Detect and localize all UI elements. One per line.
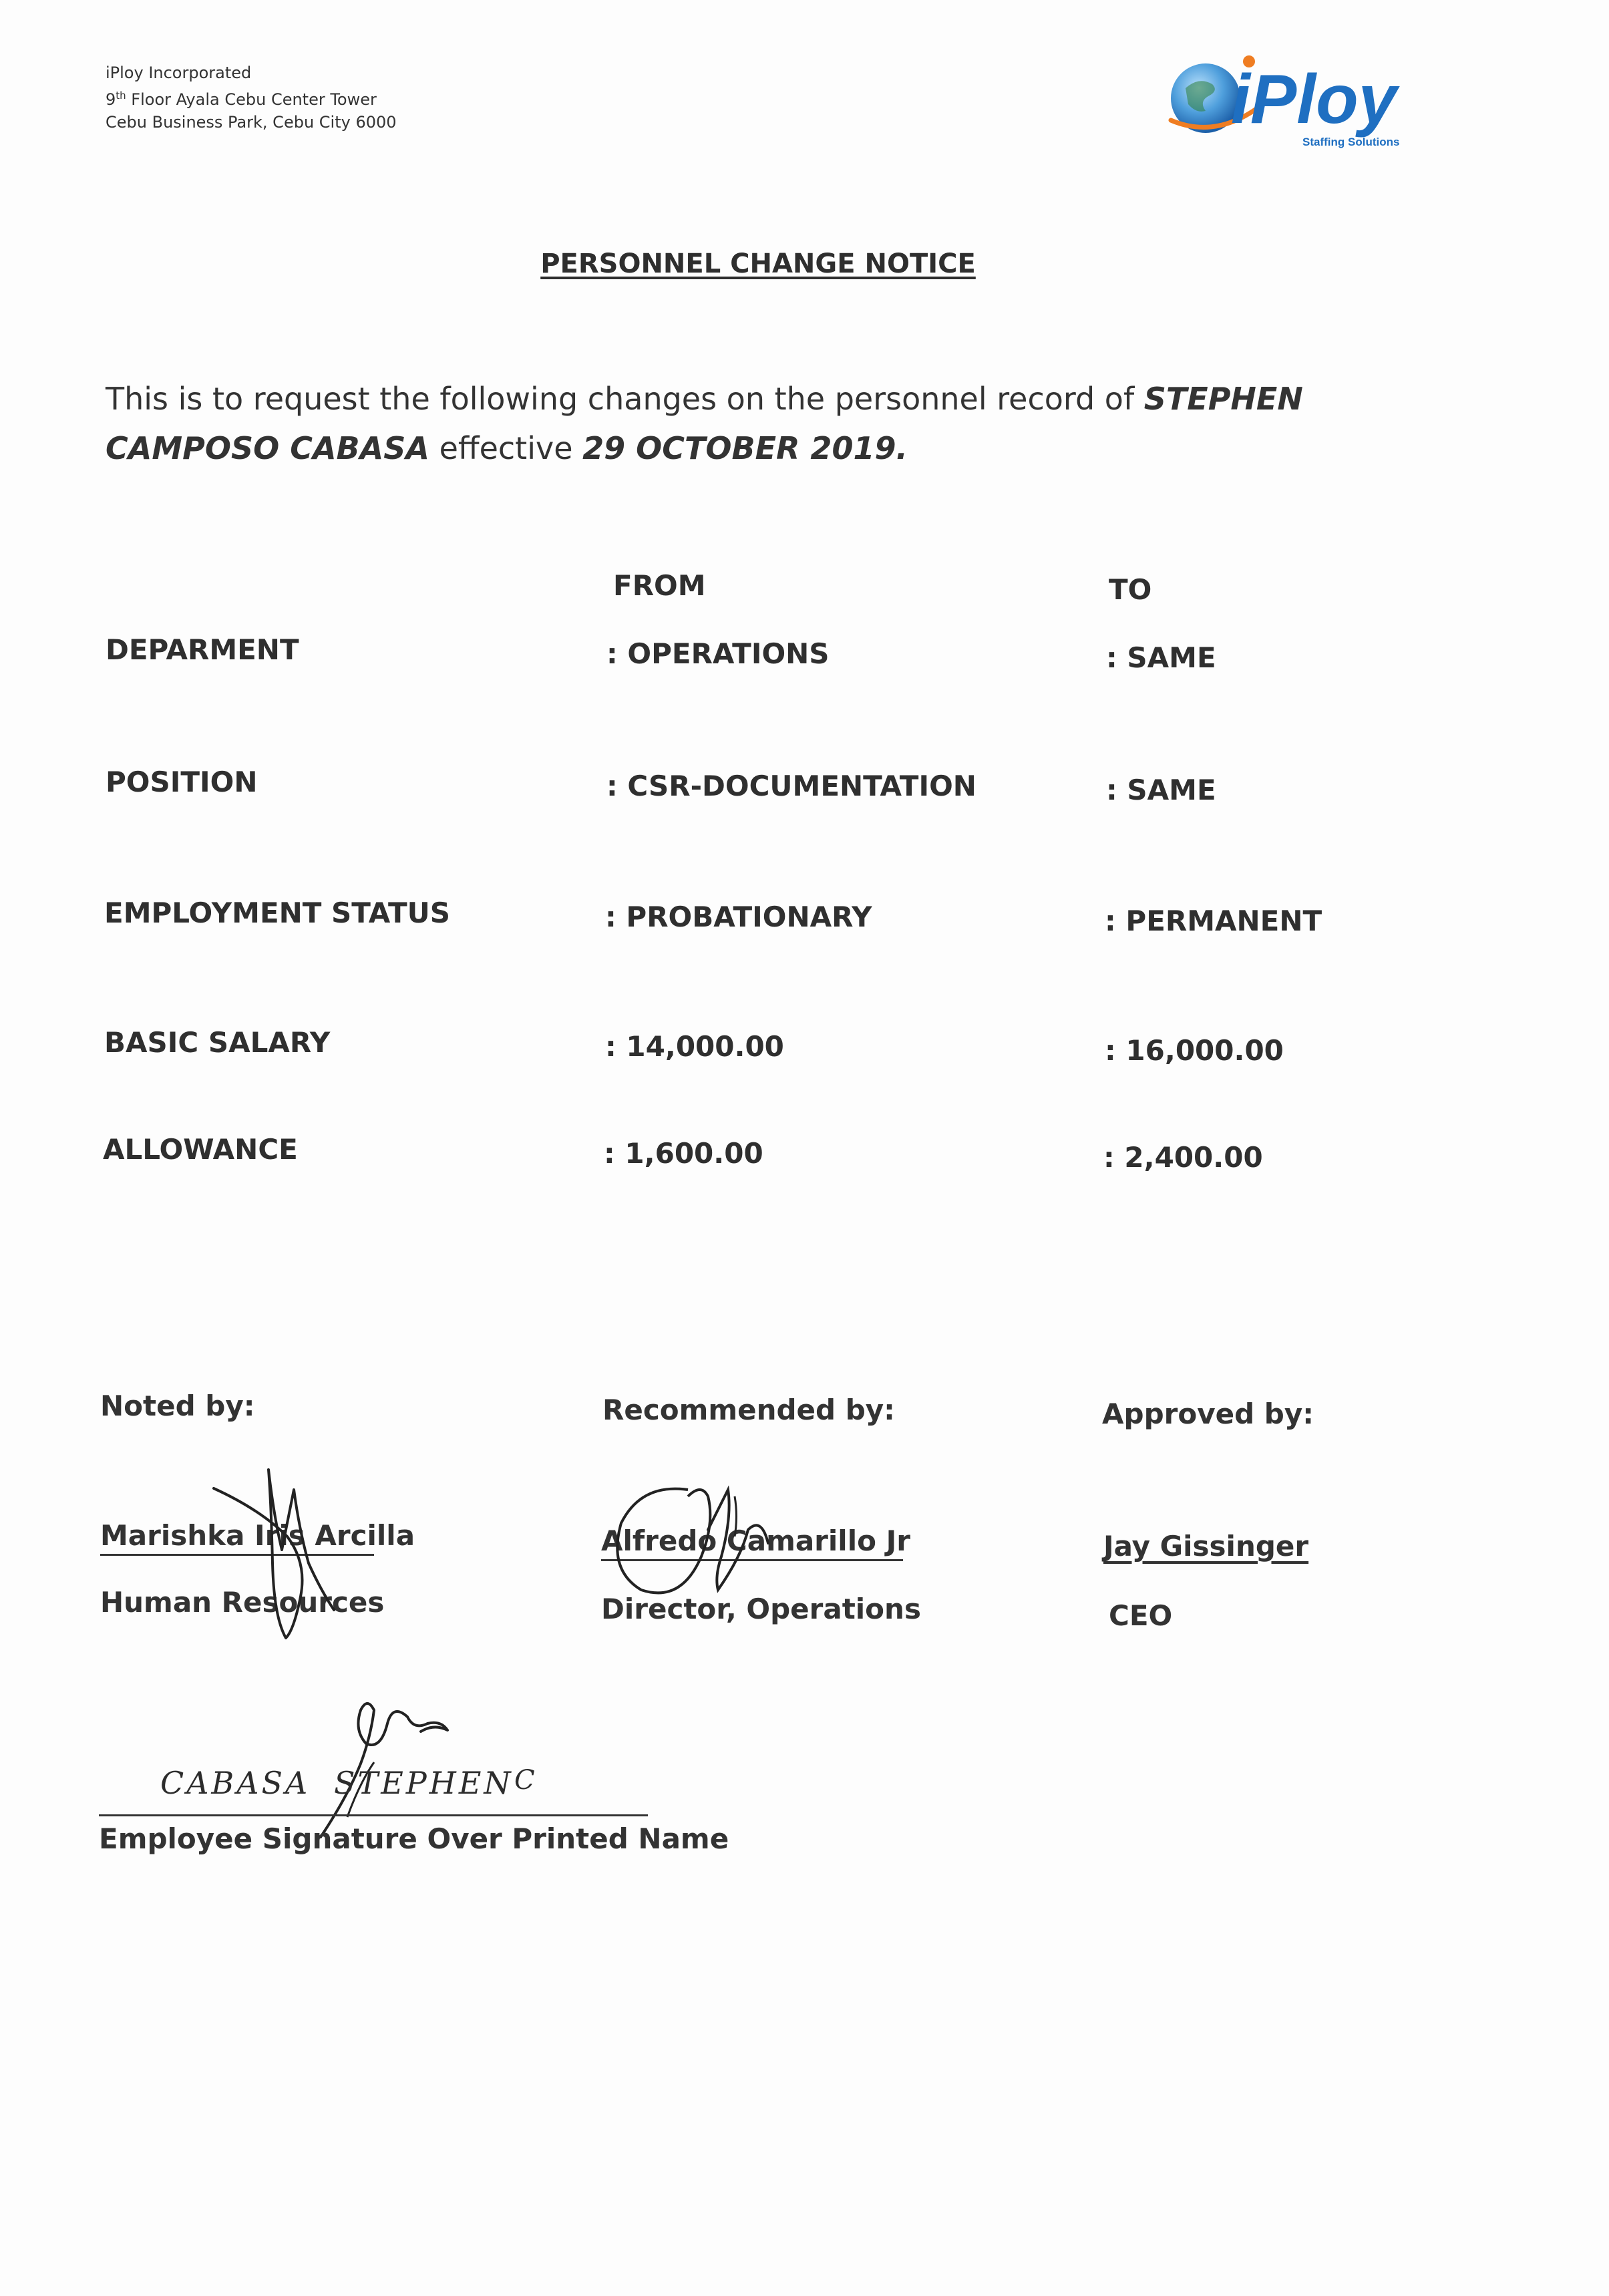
row-to-allowance: : 2,400.00 bbox=[1103, 1141, 1263, 1174]
row-from-basic-salary: : 14,000.00 bbox=[605, 1030, 784, 1063]
row-to-basic-salary: : 16,000.00 bbox=[1105, 1034, 1284, 1067]
address-line-2: Cebu Business Park, Cebu City 6000 bbox=[106, 113, 397, 132]
row-label-position: POSITION bbox=[106, 766, 258, 798]
row-from-allowance: : 1,600.00 bbox=[604, 1137, 763, 1170]
row-from-position: : CSR-DOCUMENTATION bbox=[606, 770, 976, 802]
document-title: PERSONNEL CHANGE NOTICE bbox=[540, 249, 976, 279]
signatory-name-hr: Marishka Iris Arcilla bbox=[100, 1519, 415, 1552]
signature-director-mark bbox=[601, 1476, 801, 1610]
signatory-name-director: Alfredo Camarillo Jr bbox=[601, 1524, 910, 1557]
to-column-header: TO bbox=[1109, 573, 1152, 606]
printed-name-last: CABASA bbox=[160, 1765, 311, 1801]
svg-text:Staffing Solutions: Staffing Solutions bbox=[1302, 136, 1400, 148]
company-address bbox=[106, 61, 397, 134]
row-from-department: : OPERATIONS bbox=[606, 637, 830, 670]
globe-icon bbox=[1159, 48, 1439, 155]
recommended-by-heading: Recommended by: bbox=[602, 1393, 895, 1426]
employee-signature-mark bbox=[281, 1683, 468, 1844]
employee-name: STEPHEN bbox=[1143, 381, 1303, 417]
address-line-1: 9th Floor Ayala Cebu Center Tower bbox=[106, 90, 377, 109]
signatory-name-ceo: Jay Gissinger bbox=[1103, 1530, 1309, 1563]
row-from-employment-status: : PROBATIONARY bbox=[605, 900, 872, 933]
row-label-employment-status: EMPLOYMENT STATUS bbox=[104, 896, 450, 929]
from-column-header: FROM bbox=[613, 569, 706, 602]
signature-hr-mark bbox=[207, 1463, 367, 1643]
company-logo bbox=[1159, 48, 1439, 155]
row-label-basic-salary: BASIC SALARY bbox=[104, 1026, 331, 1059]
printed-name-initial: C bbox=[514, 1765, 538, 1796]
row-label-allowance: ALLOWANCE bbox=[103, 1133, 298, 1166]
noted-by-heading: Noted by: bbox=[100, 1389, 255, 1422]
effective-date: 29 OCTOBER 2019 bbox=[582, 430, 896, 466]
signatory-role-ceo: CEO bbox=[1109, 1599, 1173, 1632]
signatory-role-director: Director, Operations bbox=[601, 1593, 921, 1625]
company-name: iPloy Incorporated bbox=[106, 63, 252, 82]
employee-signature-line bbox=[99, 1814, 648, 1816]
row-label-department: DEPARMENT bbox=[106, 633, 299, 666]
printed-name-first: STEPHEN bbox=[334, 1765, 514, 1801]
row-to-position: : SAME bbox=[1106, 774, 1216, 806]
employee-signature-caption: Employee Signature Over Printed Name bbox=[99, 1822, 729, 1855]
signatory-role-hr: Human Resources bbox=[100, 1586, 385, 1619]
row-to-department: : SAME bbox=[1106, 641, 1216, 674]
row-to-employment-status: : PERMANENT bbox=[1105, 905, 1322, 937]
approved-by-heading: Approved by: bbox=[1102, 1398, 1314, 1430]
svg-text:iPloy: iPloy bbox=[1231, 61, 1397, 138]
intro-paragraph: This is to request the following changes on the personnel record of STEPHEN CAMPOSO CABASA effective 29 OCTOBER 2019. bbox=[106, 381, 1303, 466]
